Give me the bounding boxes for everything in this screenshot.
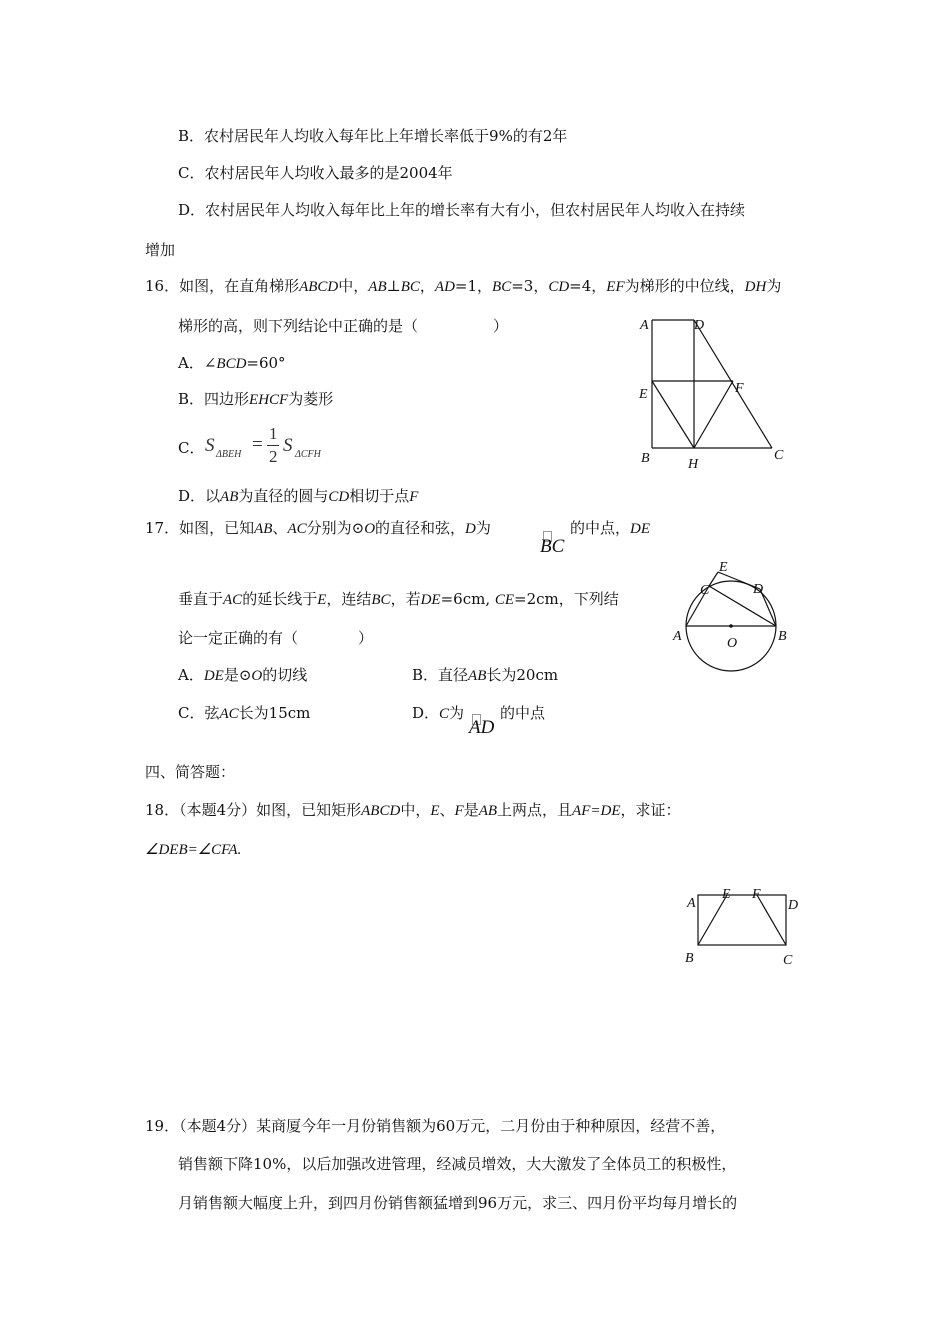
q16-option-b: B．四边形EHCF为菱形 <box>178 390 334 408</box>
label-c: C <box>774 448 784 463</box>
label-e: E <box>639 387 648 402</box>
q17-option-a: A．DE是⊙O的切线 <box>178 666 308 684</box>
q18-stem: 18．（本题4分）如图，已知矩形ABCD中，E、F是AB上两点，且AF=DE，求证： <box>145 801 681 819</box>
label-f: F <box>735 381 744 396</box>
label-e: E <box>722 887 731 902</box>
label-b: B <box>685 951 694 966</box>
fraction-bar <box>267 445 279 446</box>
label-b: B <box>778 629 787 644</box>
q16-option-c-label: C． <box>178 439 205 457</box>
q15-option-d: D．农村居民年人均收入每年比上年的增长率有大有小，但农村居民年人均收入在持续 <box>178 201 746 219</box>
q16-stem-cont: 梯形的高，则下列结论中正确的是（ ） <box>178 317 509 335</box>
section-heading: 四、简答题： <box>145 763 236 781</box>
q17-option-d: D．C为 <box>412 704 465 722</box>
q17-stem-end: 的中点，DE <box>570 519 651 537</box>
trapezoid-figure <box>630 310 800 475</box>
label-d: D <box>788 898 799 913</box>
label-a: A <box>673 629 682 644</box>
label-c: C <box>783 953 793 968</box>
arc-bc: BC <box>540 536 565 557</box>
q19-line-1: 19．（本题4分）某商厦今年一月份销售额为60万元，二月份由于种种原因，经营不善， <box>145 1117 726 1135</box>
q16-option-a: A．∠BCD=60° <box>178 354 286 372</box>
q17-stem: 17．如图，已知AB、AC分别为⊙O的直径和弦，D为 <box>145 519 491 537</box>
q17-option-d-end: 的中点 <box>500 704 546 722</box>
label-c: C <box>700 583 710 598</box>
label-d: D <box>694 318 705 333</box>
q16-stem: 16．如图，在直角梯形ABCD中，AB⊥BC，AD=1，BC=3，CD=4，EF为梯形的中位线，DH为 <box>145 277 782 295</box>
circle-figure <box>665 555 800 680</box>
q16-option-d: D．以AB为直径的圆与CD相切于点F <box>178 487 419 505</box>
label-o: O <box>727 636 738 651</box>
label-f: F <box>752 887 761 902</box>
label-h: H <box>688 457 699 472</box>
q17-option-b: B．直径AB长为20cm <box>412 666 559 684</box>
q17-stem-line3: 论一定正确的有（ ） <box>178 629 374 647</box>
label-b: B <box>641 451 650 466</box>
q15-option-b: B．农村居民年人均收入每年比上年增长率低于9%的有2年 <box>178 127 568 145</box>
label-a: A <box>687 896 696 911</box>
q15-option-d-cont: 增加 <box>145 241 176 259</box>
q19-line-2: 销售额下降10%，以后加强改进管理，经减员增效，大大激发了全体员工的积极性， <box>178 1155 737 1173</box>
q18-stem-cont: ∠DEB=∠CFA. <box>145 842 242 858</box>
arc-ad: AD <box>469 717 495 738</box>
label-d: D <box>753 582 764 597</box>
label-e: E <box>719 560 728 575</box>
q19-line-3: 月销售额大幅度上升，到四月份销售额猛增到96万元，求三、四月份平均每月增长的 <box>178 1194 738 1212</box>
rectangle-figure <box>680 880 805 975</box>
q17-option-c: C．弦AC长为15cm <box>178 704 311 722</box>
label-a: A <box>640 318 649 333</box>
center-point <box>729 624 733 628</box>
q15-option-c: C．农村居民年人均收入最多的是2004年 <box>178 164 453 182</box>
q17-stem-line2: 垂直于AC的延长线于E，连结BC，若DE=6cm, CE=2cm，下列结 <box>178 590 619 608</box>
